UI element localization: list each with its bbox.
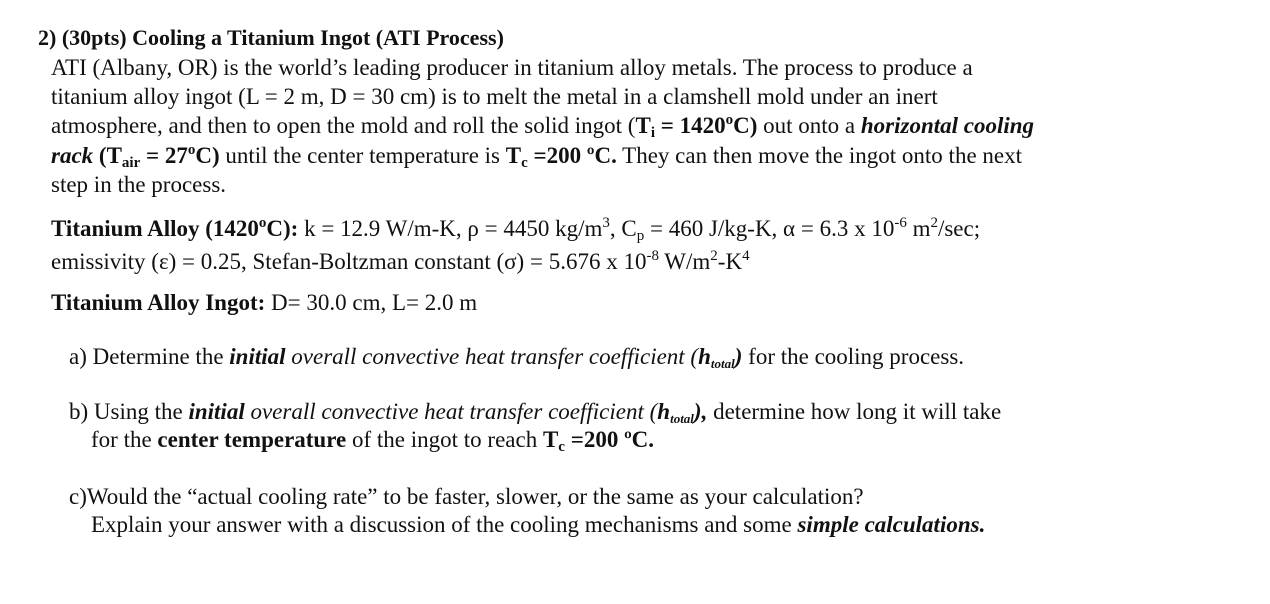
intro-line-3-mid: out onto a: [757, 113, 861, 138]
question-b2-T: T: [542, 427, 559, 452]
air-temp-symbol: (T: [93, 143, 122, 168]
question-b-h: h: [657, 399, 671, 424]
emissivity-sigma: emissivity (ε) = 0.25, Stefan-Boltzman constant (σ) = 5.676 x 10: [51, 249, 647, 274]
center-temp-value: =200 ºC.: [527, 143, 617, 168]
properties-label-degree: o: [258, 215, 267, 231]
question-b-line-2: [91, 425, 654, 454]
question-a-h-subscript: total: [710, 356, 735, 371]
initial-temp-symbol: T: [635, 113, 651, 138]
problem-title: 2) (30pts) Cooling a Titanium Ingot (ATI Process): [38, 25, 504, 50]
question-b2-end: =200 ºC.: [564, 427, 655, 452]
density-exponent: 3: [602, 215, 610, 231]
horizontal-cooling-emphasis: horizontal cooling: [860, 113, 1035, 138]
question-a-initial: initial: [229, 344, 286, 369]
intro-line-4-end: They can then move the ingot onto the next: [616, 143, 1023, 168]
diffusivity-unit-exponent: 2: [930, 215, 938, 231]
question-b-end: determine how long it will take: [707, 399, 1002, 424]
rack-emphasis: rack: [51, 143, 94, 168]
sigma-unit-exponent: 2: [710, 248, 718, 264]
conductivity-density: k = 12.9 W/m-K, ρ = 4450 kg/m: [298, 216, 603, 241]
question-a-h: h: [698, 344, 711, 369]
question-b2-subscript: c: [558, 439, 565, 455]
intro-line-2: titanium alloy ingot (L = 2 m, D = 30 cm) is to melt the metal in a clamshell mold under an inert: [51, 84, 938, 109]
air-temp-degree: o: [187, 142, 196, 158]
properties-line-1: [51, 214, 980, 243]
center-temp-symbol: T: [505, 143, 522, 168]
specific-heat-diffusivity: = 460 J/kg-K, α = 6.3 x 10: [644, 216, 895, 241]
center-temp-subscript: c: [521, 155, 528, 171]
question-a-end: for the cooling process.: [742, 344, 965, 369]
question-b-h-subscript: total: [670, 411, 694, 426]
initial-temperature: [635, 112, 758, 141]
properties-line-2: [51, 247, 750, 276]
diffusivity-unit: m: [906, 216, 931, 241]
air-temperature: [93, 142, 220, 171]
question-b-line-1: [69, 397, 1001, 426]
properties-label: [51, 216, 298, 241]
ingot-label: Titanium Alloy Ingot:: [51, 290, 266, 315]
intro-line-3-text: atmosphere, and then to open the mold and roll the solid ingot (: [51, 113, 636, 138]
question-b-mid: overall convective heat transfer coefficient (: [244, 399, 658, 424]
question-b-initial: initial: [188, 399, 245, 424]
properties-label-text: Titanium Alloy (1420: [51, 216, 259, 241]
air-temp-subscript: air: [121, 155, 141, 171]
question-b-pre: b) Using the: [69, 399, 189, 424]
intro-line-4: [51, 141, 1022, 170]
initial-temp-value: = 1420: [654, 113, 726, 138]
question-c-line-2: [91, 510, 985, 539]
question-a-pre: a) Determine the: [69, 344, 230, 369]
question-c-line-1: c)Would the “actual cooling rate” to be faster, slower, or the same as your calculation?: [69, 484, 864, 509]
sigma-unit: W/m: [658, 249, 711, 274]
question-c2-pre: Explain your answer with a discussion of the cooling mechanisms and some: [91, 512, 798, 537]
air-temp-unit: C): [195, 143, 220, 168]
properties-label-end: C):: [266, 216, 299, 241]
intro-line-3: [51, 111, 1034, 140]
diffusivity-unit-end: /sec;: [937, 216, 981, 241]
center-temperature: [505, 143, 617, 171]
question-b2-mid: of the ingot to reach: [346, 427, 543, 452]
question-b2-target: [542, 427, 655, 455]
diffusivity-exponent: -6: [894, 215, 907, 231]
question-a-close: ): [734, 344, 743, 369]
question-a-mid: overall convective heat transfer coefficient (: [285, 344, 699, 369]
intro-line-4-text: until the center temperature is: [219, 143, 506, 168]
question-a: [69, 342, 964, 371]
question-b2-bold: center temperature: [157, 427, 347, 452]
sigma-exponent: -8: [646, 248, 659, 264]
intro-line-1: ATI (Albany, OR) is the world’s leading producer in titanium alloy metals. The process to produce a: [51, 55, 973, 80]
question-b-close: ),: [693, 399, 708, 424]
initial-temp-subscript: i: [650, 125, 655, 141]
sigma-unit-exponent-2: 4: [742, 248, 750, 264]
specific-heat-subscript: p: [636, 228, 645, 244]
intro-line-5: step in the process.: [51, 172, 227, 197]
ingot-value: D= 30.0 cm, L= 2.0 m: [265, 290, 478, 315]
sigma-unit-mid: -K: [717, 249, 743, 274]
initial-temp-unit: C): [733, 113, 758, 138]
question-c2-emphasis: simple calculations.: [797, 512, 986, 537]
air-temp-value: = 27: [140, 143, 188, 168]
specific-heat-symbol: , C: [609, 216, 637, 241]
initial-temp-degree: o: [725, 112, 734, 128]
ingot-dimensions: [51, 288, 477, 317]
question-b2-pre: for the: [91, 427, 158, 452]
